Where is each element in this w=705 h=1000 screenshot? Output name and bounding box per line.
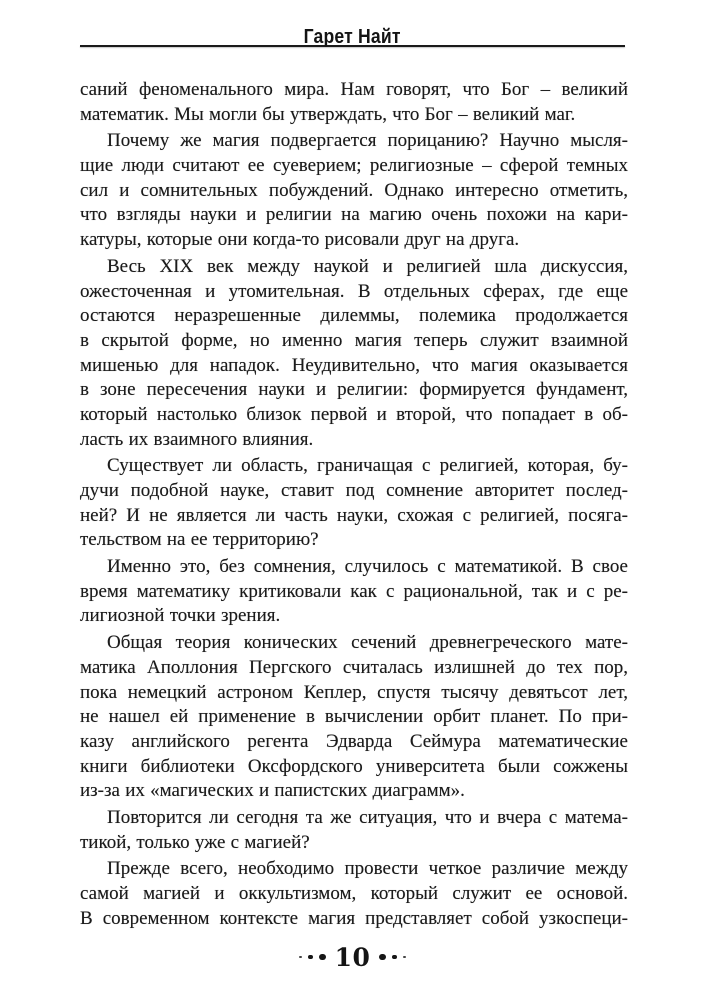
dot xyxy=(379,954,386,961)
page-number: 10 xyxy=(334,942,371,972)
text-line: в скрытой форме, но именно магия теперь служит взаимной xyxy=(80,329,628,351)
page-body xyxy=(80,78,628,931)
text-line: тельством на ее территорию? xyxy=(80,529,319,551)
text-line: пока немецкий астроном Кеплер, спустя тысячу девятьсот лет, xyxy=(80,681,628,703)
text-line: Именно это, без сомнения, случилось с математикой. В свое xyxy=(107,556,628,578)
text-line: математик. Мы могли бы утверждать, что Бог – великий маг. xyxy=(80,103,576,125)
text-line: Повторится ли сегодня та же ситуация, что и вчера с матема- xyxy=(107,806,628,828)
text-line: Весь XIX век между наукой и религией шла дискуссия, xyxy=(107,255,628,277)
dot xyxy=(403,956,406,959)
text-line: остаются неразрешенные дилеммы, полемика продолжается xyxy=(80,305,628,327)
text-line: катуры, которые они когда-то рисовали друг на друга. xyxy=(80,229,520,251)
text-line: ласть их взаимного влияния. xyxy=(80,428,314,450)
text-line: дучи подобной науке, ставит под сомнение авторитет послед- xyxy=(80,480,628,501)
dot xyxy=(299,956,302,959)
paragraph xyxy=(80,255,628,453)
text-line: Существует ли область, граничащая с религией, которая, бу- xyxy=(107,455,628,477)
text-line: щие люди считают ее суеверием; религиозные – сферой темных xyxy=(80,155,628,177)
author-name: Гарет Найт xyxy=(303,26,402,48)
dot xyxy=(319,954,326,961)
text-line: саний феноменального мира. Нам говорят, что Бог – великий xyxy=(80,79,628,100)
graduated-dots-icon xyxy=(379,954,406,961)
text-line: время математику критиковали как с рациональной, так и с ре- xyxy=(80,580,628,602)
text-line: Почему же магия подвергается порицанию? Научно мысля- xyxy=(107,130,628,152)
text-line: который настолько близок первой и второй, что попадает в об- xyxy=(80,403,628,425)
text-line: самой магией и оккультизмом, который служит ее основой. xyxy=(80,883,628,904)
text-line: В современном контексте магия представляет собой узкоспеци- xyxy=(80,907,628,929)
text-line: не нашел ей применение в вычислении орбит планет. По при- xyxy=(80,706,628,728)
paragraph xyxy=(80,129,628,252)
dot xyxy=(308,955,313,960)
text-line: из-за их «магических и папистских диаграмм». xyxy=(80,780,465,802)
text-line: в зоне пересечения науки и религии: формируется фундамент, xyxy=(80,379,628,401)
text-line: ней? И не является ли часть науки, схожая с религией, посяга- xyxy=(80,504,628,526)
paragraph xyxy=(80,78,628,127)
paragraph xyxy=(80,555,628,629)
text-line: что взгляды науки и религии на магию очень похожи на кари- xyxy=(80,204,628,226)
graduated-dots-icon xyxy=(299,954,326,961)
page-footer xyxy=(0,939,705,975)
page-header xyxy=(0,0,705,60)
paragraph xyxy=(80,806,628,855)
text-line: тикой, только уже с магией? xyxy=(80,831,310,853)
text-line: ожесточенная и утомительная. В отдельных сферах, где еще xyxy=(80,280,628,302)
paragraph xyxy=(80,857,628,931)
paragraph xyxy=(80,454,628,553)
text-line: мишенью для нападок. Неудивительно, что магия оказывается xyxy=(80,354,628,376)
running-head xyxy=(0,27,705,47)
text-line: Общая теория конических сечений древнегреческого мате- xyxy=(107,632,628,654)
text-line: Прежде всего, необходимо провести четкое различие между xyxy=(107,858,628,880)
dot xyxy=(392,955,397,960)
text-line: казу английского регента Эдварда Сеймура математические xyxy=(80,730,628,752)
paragraph xyxy=(80,631,628,804)
text-line: лигиозной точки зрения. xyxy=(80,605,281,627)
text-line: матика Аполлония Пергского считалась излишней до тех пор, xyxy=(80,656,628,678)
text-line: книги библиотеки Оксфордского университета были сожжены xyxy=(80,755,628,777)
text-line: сил и сомнительных побуждений. Однако интересно отметить, xyxy=(80,179,628,201)
